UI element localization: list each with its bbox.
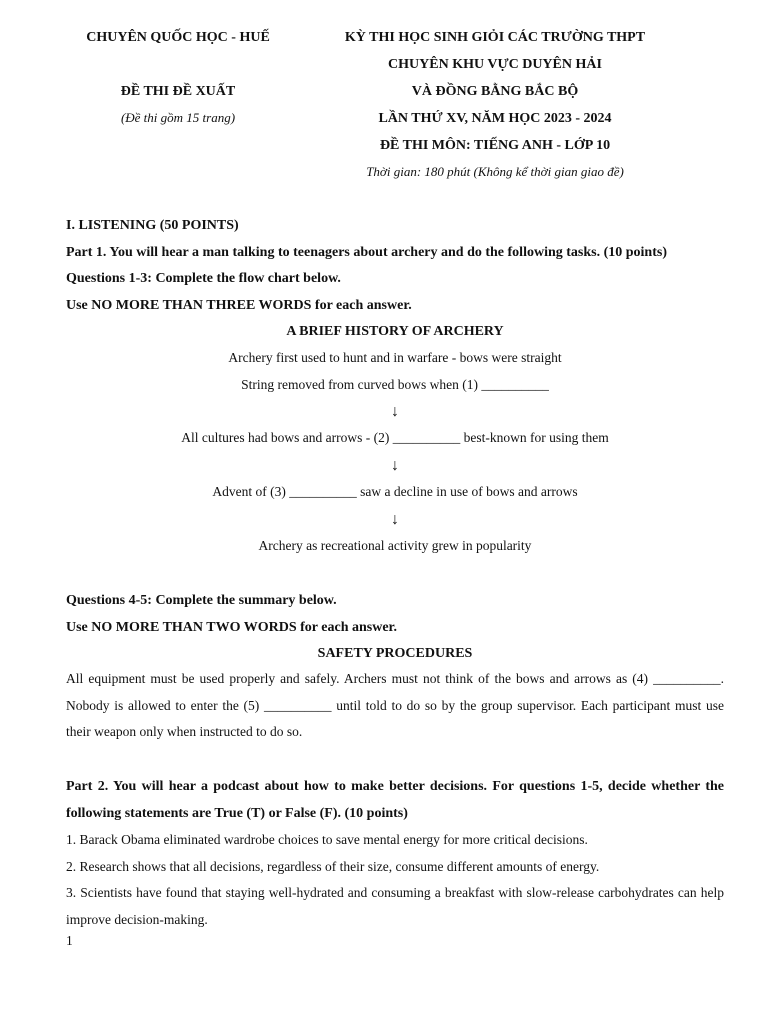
flow-step-4: Advent of (3) __________ saw a decline in use of bows and arrows bbox=[212, 484, 578, 499]
exam-type: ĐỀ THI ĐỀ XUẤT bbox=[120, 84, 236, 99]
statement-1: 1. Barack Obama eliminated wardrobe choices to save mental energy for more critical decisions. bbox=[66, 832, 588, 847]
flow-step-3: All cultures had bows and arrows - (2) __________ best-known for using them bbox=[181, 430, 609, 445]
page-number: 1 bbox=[66, 933, 73, 948]
flow-chart-title: A BRIEF HISTORY OF ARCHERY bbox=[286, 324, 504, 339]
exam-time: Thời gian: 180 phút (Không kể thời gian giao đề) bbox=[366, 164, 624, 179]
section-title: I. LISTENING (50 POINTS) bbox=[66, 218, 239, 233]
part1-heading: Part 1. You will hear a man talking to teenagers about archery and do the following tasks. (10 points) bbox=[66, 245, 667, 260]
flow-step-2: String removed from curved bows when (1) __________ bbox=[241, 377, 549, 392]
flow-step-1: Archery first used to hunt and in warfare - bows were straight bbox=[228, 350, 562, 365]
q1-3-heading: Questions 1-3: Complete the flow chart below. bbox=[66, 271, 341, 286]
contest-line-1: KỲ THI HỌC SINH GIỎI CÁC TRƯỜNG THPT bbox=[344, 30, 646, 45]
q4-5-heading: Questions 4-5: Complete the summary below. bbox=[66, 593, 337, 608]
exam-subject: ĐỀ THI MÔN: TIẾNG ANH - LỚP 10 bbox=[379, 138, 611, 153]
q1-3-instruction: Use NO MORE THAN THREE WORDS for each answer. bbox=[66, 298, 412, 313]
flow-arrow-1: ↓ bbox=[391, 403, 399, 420]
summary-text: All equipment must be used properly and safely. Archers must not think of the bows and arrows as (4) __________. Nobody is allowed to enter the (5) __________ until told to do so by the group supervisor. Each participant must use their weapon only when instructed to do so. bbox=[66, 671, 724, 739]
statement-2: 2. Research shows that all decisions, regardless of their size, consume different amounts of energy. bbox=[66, 859, 600, 874]
statement-3: 3. Scientists have found that staying well-hydrated and consuming a breakfast with slow-release carbohydrates can help improve decision-making. bbox=[66, 885, 724, 927]
flow-arrow-3: ↓ bbox=[391, 511, 399, 528]
flow-step-5: Archery as recreational activity grew in popularity bbox=[258, 538, 532, 553]
flow-arrow-2: ↓ bbox=[391, 457, 399, 474]
part2-heading: Part 2. You will hear a podcast about how to make better decisions. For questions 1-5, decide whether the following statements are True (T) or False (F). (10 points) bbox=[66, 779, 724, 821]
q4-5-instruction: Use NO MORE THAN TWO WORDS for each answer. bbox=[66, 620, 397, 635]
exam-session: LẦN THỨ XV, NĂM HỌC 2023 - 2024 bbox=[378, 111, 612, 126]
school-name: CHUYÊN QUỐC HỌC - HUẾ bbox=[86, 30, 270, 45]
page-count: (Đề thi gồm 15 trang) bbox=[120, 110, 236, 125]
contest-line-3: VÀ ĐỒNG BẰNG BẮC BỘ bbox=[411, 84, 579, 99]
summary-title: SAFETY PROCEDURES bbox=[317, 646, 473, 661]
contest-line-2: CHUYÊN KHU VỰC DUYÊN HẢI bbox=[388, 57, 602, 72]
